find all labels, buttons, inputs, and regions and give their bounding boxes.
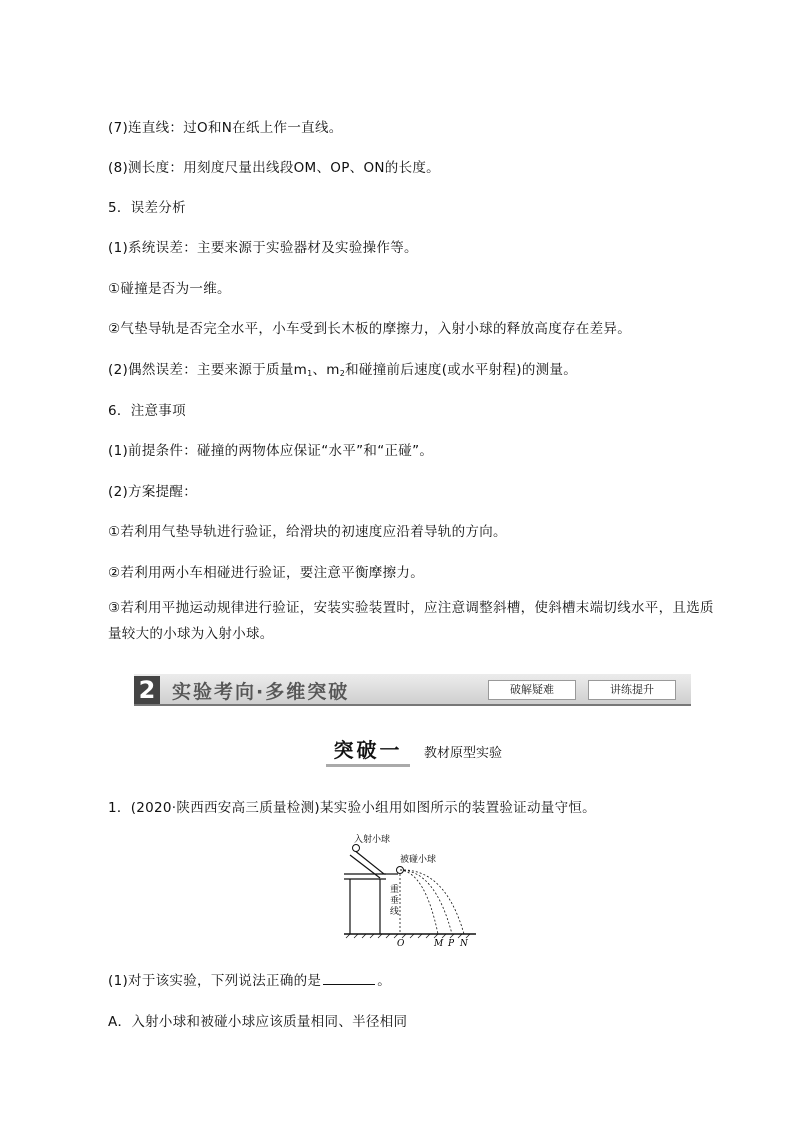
trajectory-M <box>400 870 438 934</box>
label-N: N <box>460 939 468 946</box>
label-plumb-1: 重 <box>390 885 400 895</box>
trajectory-N <box>400 870 464 934</box>
notes-heading: 6．注意事项 <box>108 403 186 419</box>
random-error <box>108 358 577 378</box>
section-heading-sub: 教材原型实验 <box>424 746 503 761</box>
error-item-2: ②气垫导轨是否完全水平，小车受到长木板的摩擦力，入射小球的释放高度存在差异。 <box>108 321 632 337</box>
question-1-end: 。 <box>377 973 392 989</box>
error-analysis-heading: 5．误差分析 <box>108 200 186 216</box>
label-target-ball: 被碰小球 <box>400 855 437 865</box>
notes-reminder-3 <box>76 595 726 647</box>
banner-number: 2 <box>134 676 160 704</box>
label-M: M <box>434 939 444 946</box>
trajectory-P <box>400 870 452 934</box>
notes-reminder-3-text: ③若利用平抛运动规律进行验证，安装实验装置时，应注意调整斜槽，使斜槽末端切线水平，且选质量较大的小球为入射小球。 <box>108 600 714 642</box>
question-1-text: (1)对于该实验，下列说法正确的是 <box>108 973 322 989</box>
practice-improve-button[interactable]: 讲练提升 <box>588 680 676 700</box>
label-O: O <box>397 939 405 946</box>
notes-premise: (1)前提条件：碰撞的两物体应保证“水平”和“正碰”。 <box>108 443 434 459</box>
step-7: (7)连直线：过O和N在纸上作一直线。 <box>108 120 343 136</box>
label-incident-ball: 入射小球 <box>354 835 391 845</box>
collision-apparatus-figure <box>340 830 480 946</box>
incident-ball <box>353 845 360 852</box>
banner-title: 实验考向·多维突破 <box>172 681 350 703</box>
notes-reminder-1: ①若利用气垫导轨进行验证，给滑块的初速度应沿着导轨的方向。 <box>108 524 507 540</box>
random-error-pre: (2)偶然误差：主要来源于质量m <box>108 362 308 378</box>
option-a[interactable]: A．入射小球和被碰小球应该质量相同、半径相同 <box>108 1014 408 1030</box>
m2-subscript: 2 <box>339 369 346 378</box>
label-plumb-3: 线 <box>390 907 400 917</box>
answer-blank[interactable] <box>323 972 375 985</box>
question-1 <box>108 969 391 989</box>
step-8: (8)测长度：用刻度尺量出线段OM、OP、ON的长度。 <box>108 160 440 176</box>
systematic-error: (1)系统误差：主要来源于实验器材及实验操作等。 <box>108 240 418 256</box>
m1-subscript: 1 <box>307 369 313 378</box>
notes-reminder: (2)方案提醒： <box>108 484 198 500</box>
question-stem: 1．(2020·陕西西安高三质量检测)某实验小组用如图所示的装置验证动量守恒。 <box>108 800 596 816</box>
random-error-post: 和碰撞前后速度(或水平射程)的测量。 <box>345 362 578 378</box>
section-heading-main: 突破一 <box>326 736 410 767</box>
label-P: P <box>448 939 455 946</box>
error-item-1: ①碰撞是否为一维。 <box>108 281 231 297</box>
break-difficulty-button[interactable]: 破解疑难 <box>488 680 576 700</box>
section-banner <box>134 674 691 706</box>
label-plumb-2: 垂 <box>390 896 400 906</box>
random-error-mid: 、m <box>312 362 340 378</box>
notes-reminder-2: ②若利用两小车相碰进行验证，要注意平衡摩擦力。 <box>108 565 425 581</box>
